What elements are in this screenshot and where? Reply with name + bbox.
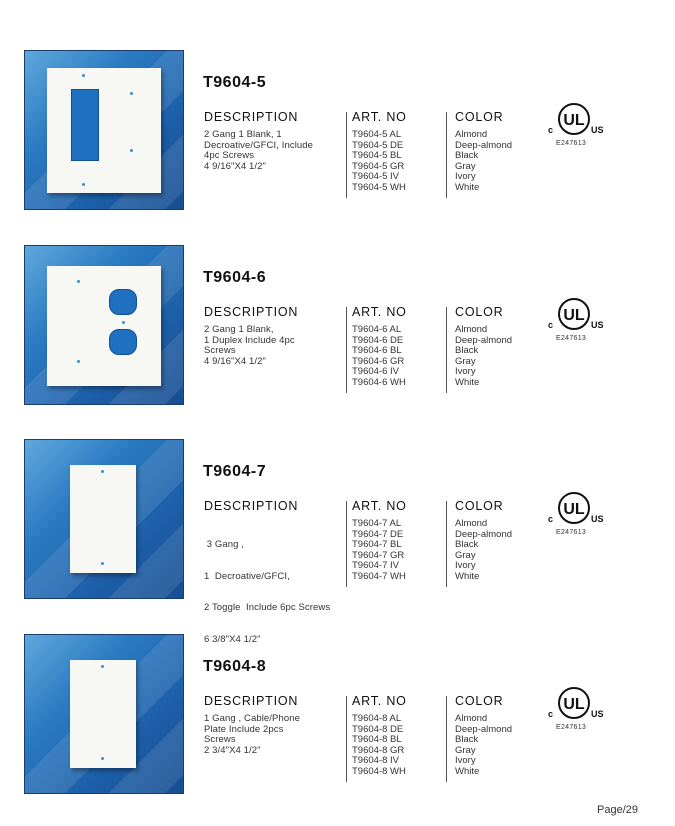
description-heading: DESCRIPTION <box>204 110 299 124</box>
color-name: White <box>455 181 480 193</box>
color-name: White <box>455 570 480 582</box>
color-name: Black <box>455 150 479 162</box>
svg-text:US: US <box>591 320 604 330</box>
art-number: T9604-8 GR <box>352 744 405 756</box>
product-photo <box>24 634 184 794</box>
ul-logo-icon <box>544 489 604 529</box>
color-list <box>455 519 512 583</box>
description-line: 1 Decroative/GFCI, <box>204 570 290 582</box>
art-no-heading: ART. NO <box>352 499 407 513</box>
screw <box>82 183 85 186</box>
color-name: Black <box>455 734 479 746</box>
description-line: 1 Gang , Cable/Phone <box>204 713 301 724</box>
color-name: White <box>455 765 480 777</box>
color-name: Almond <box>455 324 488 335</box>
column-divider <box>346 501 347 587</box>
screw <box>101 470 104 473</box>
product-model: T9604-8 <box>203 658 267 675</box>
description-line: 4pc Screws <box>204 150 255 161</box>
dimensions: 4 9/16"X4 1/2" <box>204 160 267 172</box>
description-line: 2 Gang 1 Blank, <box>204 324 274 335</box>
ul-file-number: E247613 <box>556 335 587 342</box>
ul-certification-mark <box>544 295 604 345</box>
dimensions: 2 3/4"X4 1/2" <box>204 744 261 756</box>
color-name: White <box>455 376 480 388</box>
page-number: Page/29 <box>597 804 638 816</box>
color-name: Black <box>455 345 479 357</box>
description-line: Decroative/GFCI, Include <box>204 139 314 151</box>
svg-text:UL: UL <box>563 696 585 713</box>
svg-text:c: c <box>548 514 554 524</box>
product-photo <box>24 245 184 405</box>
color-name: Ivory <box>455 560 476 572</box>
description-line: 1 Duplex Include 4pc <box>204 334 295 346</box>
art-number: T9604-7 IV <box>352 560 399 572</box>
color-name: Almond <box>455 518 488 529</box>
description-line: 2 Toggle Include 6pc Screws <box>204 602 331 613</box>
dimensions: 4 9/16"X4 1/2" <box>204 355 267 367</box>
screw <box>122 321 125 324</box>
art-number: T9604-6 AL <box>352 324 402 335</box>
art-number: T9604-5 IV <box>352 171 399 183</box>
description-heading: DESCRIPTION <box>204 499 299 513</box>
ul-certification-mark <box>544 100 604 150</box>
color-name: Black <box>455 539 479 551</box>
wall-plate <box>70 660 136 768</box>
column-divider <box>346 112 347 198</box>
description-line: 2 Gang 1 Blank, 1 <box>204 129 282 140</box>
art-number: T9604-6 IV <box>352 366 399 378</box>
svg-text:UL: UL <box>563 307 585 324</box>
art-number: T9604-5 BL <box>352 150 402 162</box>
screw <box>101 665 104 668</box>
svg-text:US: US <box>591 709 604 719</box>
ul-logo-icon <box>544 100 604 140</box>
description-text <box>204 325 344 367</box>
art-number: T9604-6 DE <box>352 334 404 346</box>
product-model: T9604-6 <box>203 269 267 286</box>
art-number: T9604-7 DE <box>352 528 404 540</box>
description-line: Plate Include 2pcs <box>204 723 284 735</box>
screw <box>77 280 80 283</box>
color-name: Ivory <box>455 366 476 378</box>
product-photo <box>24 439 184 599</box>
color-name: Ivory <box>455 755 476 767</box>
svg-text:US: US <box>591 514 604 524</box>
color-name: Gray <box>455 549 476 561</box>
column-divider <box>346 307 347 393</box>
description-line: Screws <box>204 734 236 745</box>
description-heading: DESCRIPTION <box>204 305 299 319</box>
column-divider <box>346 696 347 782</box>
art-number: T9604-7 BL <box>352 539 402 551</box>
screw <box>130 149 133 152</box>
ul-file-number: E247613 <box>556 140 587 147</box>
color-name: Deep-almond <box>455 528 513 540</box>
art-no-heading: ART. NO <box>352 694 407 708</box>
column-divider <box>446 696 447 782</box>
ul-file-number: E247613 <box>556 529 587 536</box>
wall-plate <box>47 266 161 386</box>
product-model: T9604-5 <box>203 74 267 91</box>
description-text <box>204 714 344 756</box>
color-name: Gray <box>455 355 476 367</box>
svg-text:UL: UL <box>563 112 585 129</box>
color-list <box>455 325 512 389</box>
product-block-t9604-7 <box>0 439 675 645</box>
product-model: T9604-7 <box>203 463 267 480</box>
wall-plate <box>47 68 161 193</box>
color-name: Deep-almond <box>455 723 513 735</box>
art-number: T9604-8 AL <box>352 713 402 724</box>
color-heading: COLOR <box>455 694 504 708</box>
art-number-list <box>352 714 406 778</box>
art-number: T9604-8 IV <box>352 755 399 767</box>
screw <box>101 757 104 760</box>
product-photo <box>24 50 184 210</box>
color-name: Almond <box>455 713 488 724</box>
screw <box>101 562 104 565</box>
duplex-outlet-top <box>109 289 137 315</box>
screw <box>82 74 85 77</box>
ul-certification-mark <box>544 489 604 539</box>
art-number: T9604-8 WH <box>352 765 406 777</box>
art-number: T9604-7 GR <box>352 549 405 561</box>
art-number: T9604-8 BL <box>352 734 402 746</box>
color-name: Ivory <box>455 171 476 183</box>
art-number: T9604-5 GR <box>352 160 405 172</box>
art-number: T9604-5 AL <box>352 129 402 140</box>
art-no-heading: ART. NO <box>352 110 407 124</box>
column-divider <box>446 112 447 198</box>
art-number: T9604-8 DE <box>352 723 404 735</box>
product-block-t9604-8 <box>0 634 675 794</box>
svg-text:c: c <box>548 709 554 719</box>
svg-text:c: c <box>548 320 554 330</box>
art-number: T9604-5 DE <box>352 139 404 151</box>
svg-text:US: US <box>591 125 604 135</box>
color-heading: COLOR <box>455 305 504 319</box>
art-number: T9604-6 GR <box>352 355 405 367</box>
color-heading: COLOR <box>455 499 504 513</box>
svg-text:c: c <box>548 125 554 135</box>
color-list <box>455 130 512 194</box>
ul-logo-icon <box>544 684 604 724</box>
art-number: T9604-6 WH <box>352 376 406 388</box>
description-line: Screws <box>204 345 236 356</box>
ul-logo-icon <box>544 295 604 335</box>
color-name: Deep-almond <box>455 139 513 151</box>
art-number: T9604-7 WH <box>352 570 406 582</box>
description-heading: DESCRIPTION <box>204 694 299 708</box>
product-block-t9604-6 <box>0 245 675 405</box>
color-name: Gray <box>455 160 476 172</box>
color-name: Almond <box>455 129 488 140</box>
color-name: Gray <box>455 744 476 756</box>
screw <box>130 92 133 95</box>
art-number: T9604-7 AL <box>352 518 402 529</box>
column-divider <box>446 501 447 587</box>
art-number-list <box>352 130 406 194</box>
dimensions: 6 3/8"X4 1/2" <box>204 633 261 645</box>
decorator-opening <box>71 89 99 161</box>
description-line: 3 Gang , <box>204 539 244 550</box>
ul-certification-mark <box>544 684 604 734</box>
color-name: Deep-almond <box>455 334 513 346</box>
art-no-heading: ART. NO <box>352 305 407 319</box>
screw <box>77 360 80 363</box>
column-divider <box>446 307 447 393</box>
art-number-list <box>352 325 406 389</box>
svg-text:UL: UL <box>563 501 585 518</box>
color-list <box>455 714 512 778</box>
art-number-list <box>352 519 406 583</box>
ul-file-number: E247613 <box>556 724 587 731</box>
color-heading: COLOR <box>455 110 504 124</box>
product-block-t9604-5 <box>0 50 675 210</box>
art-number: T9604-5 WH <box>352 181 406 193</box>
description-text <box>204 130 344 172</box>
wall-plate <box>70 465 136 573</box>
art-number: T9604-6 BL <box>352 345 402 357</box>
duplex-outlet-bottom <box>109 329 137 355</box>
